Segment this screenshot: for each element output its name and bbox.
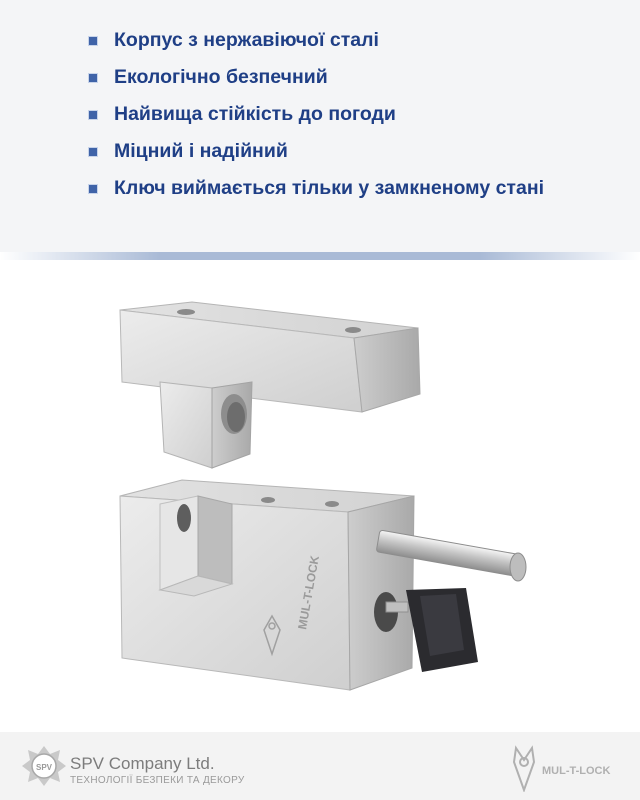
feature-item	[88, 133, 544, 170]
padlock-product-image	[100, 290, 560, 710]
feature-text: Найвища стійкість до погоди	[114, 103, 396, 125]
spv-logo-icon	[22, 744, 66, 792]
feature-text: Ключ виймається тільки у замкненому стані	[114, 177, 545, 199]
features-list	[88, 22, 544, 207]
section-divider	[0, 252, 640, 260]
square-bullet-icon	[88, 184, 98, 194]
feature-item	[88, 170, 544, 207]
square-bullet-icon	[88, 36, 98, 46]
lock-body	[120, 480, 414, 690]
feature-text: Корпус з нержавіючої сталі	[114, 29, 379, 51]
svg-text:MUL-T-LOCK: MUL-T-LOCK	[542, 765, 611, 777]
square-bullet-icon	[88, 73, 98, 83]
features-panel	[0, 0, 640, 252]
square-bullet-icon	[88, 147, 98, 157]
company-name: SPV Company Ltd.	[70, 754, 215, 773]
svg-text:SPV: SPV	[35, 763, 53, 772]
svg-text:MUL-T-LOCK: MUL-T-LOCK	[295, 554, 322, 631]
company-tagline: ТЕХНОЛОГІЇ БЕЗПЕКИ ТА ДЕКОРУ	[70, 775, 245, 786]
feature-item	[88, 22, 544, 59]
feature-item	[88, 59, 544, 96]
feature-item	[88, 96, 544, 133]
lock-top-bar	[120, 302, 420, 468]
feature-text: Екологічно безпечний	[114, 66, 328, 88]
square-bullet-icon	[88, 110, 98, 120]
mul-t-lock-logo-icon	[502, 742, 622, 792]
feature-text: Міцний і надійний	[114, 140, 288, 162]
